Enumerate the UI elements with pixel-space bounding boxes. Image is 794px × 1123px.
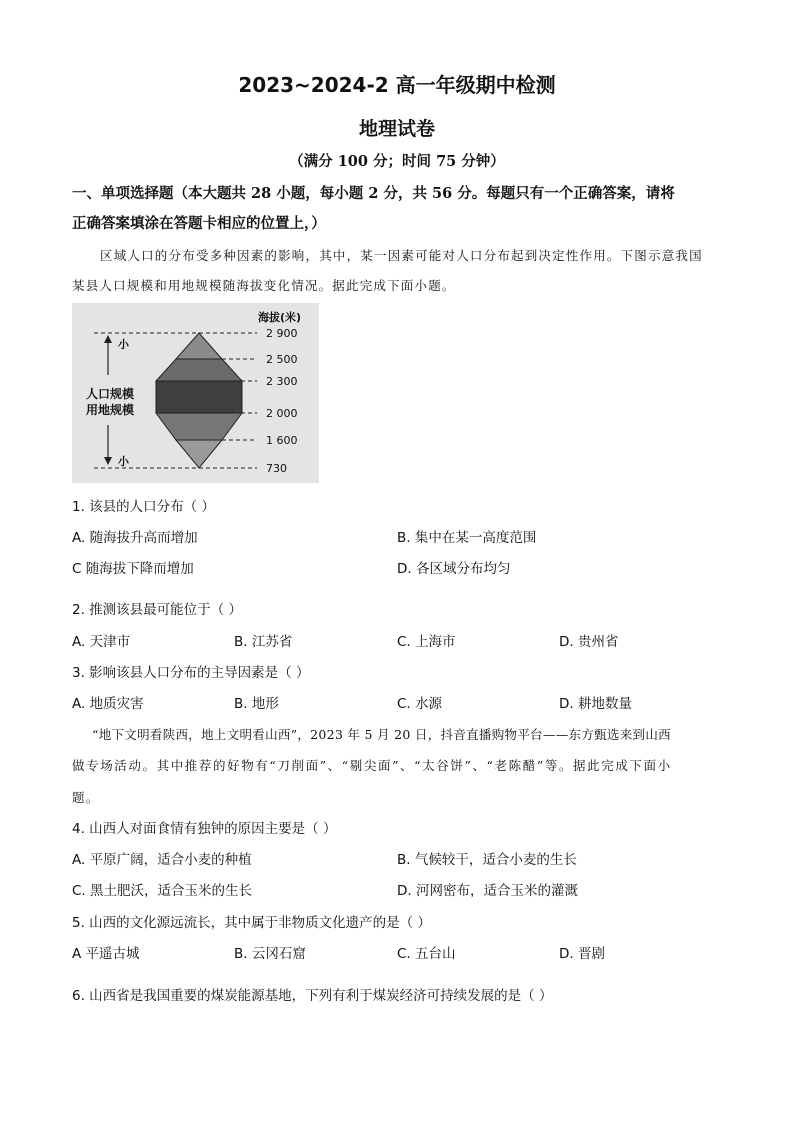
section-heading-line2: 正确答案填涂在答题卡相应的位置上，）	[72, 215, 326, 232]
score-time-info: （满分 100 分；时间 75 分钟）	[289, 153, 505, 170]
q4-option-b[interactable]: B. 气候较干，适合小麦的生长	[397, 852, 577, 868]
band-1600-730	[176, 440, 222, 468]
q3-option-c[interactable]: C. 水源	[397, 696, 443, 712]
population-elevation-figure	[72, 303, 319, 483]
q2-option-a[interactable]: A. 天津市	[72, 634, 131, 650]
q1-option-b[interactable]: B. 集中在某一高度范围	[397, 530, 537, 546]
q4-option-d[interactable]: D. 河网密布，适合玉米的灌溉	[397, 883, 578, 899]
elevation-label-2900: 2 900	[266, 327, 298, 340]
elevation-label-2300: 2 300	[266, 375, 298, 388]
q5-option-c[interactable]: C. 五台山	[397, 946, 456, 962]
q1-option-c[interactable]: C 随海拔下降而增加	[72, 561, 194, 577]
passage2-line3: 题。	[72, 790, 100, 805]
axis-title: 海拔(米)	[258, 311, 302, 324]
passage2-line2: 做专场活动。其中推荐的好物有“刀削面”、“剔尖面”、“太谷饼”、“老陈醋”等。据此完成下面小	[72, 758, 672, 773]
subject-title: 地理试卷	[358, 118, 435, 140]
passage1-line1: 区域人口的分布受多种因素的影响，其中，某一因素可能对人口分布起到决定性作用。下图示意我国	[100, 248, 703, 263]
q2-option-d[interactable]: D. 贵州省	[559, 634, 619, 650]
q3-option-b[interactable]: B. 地形	[234, 696, 279, 712]
band-2000-1600	[156, 413, 242, 440]
band-2500-2300	[156, 359, 242, 381]
small-top-label: 小	[118, 338, 129, 351]
side-label-land: 用地规模	[86, 403, 135, 417]
question-4-stem: 4. 山西人对面食情有独钟的原因主要是（ ）	[72, 821, 337, 837]
band-2900-2500	[176, 333, 222, 359]
section-heading-line1: 一、单项选择题（本大题共 28 小题，每小题 2 分，共 56 分。每题只有一个正确答案，请将	[72, 185, 675, 202]
side-label-population: 人口规模	[86, 387, 135, 401]
elevation-label-730: 730	[266, 462, 287, 475]
passage1-line2: 某县人口规模和用地规模随海拔变化情况。据此完成下面小题。	[72, 278, 456, 293]
question-1-stem: 1. 该县的人口分布（ ）	[72, 499, 215, 515]
q3-option-a[interactable]: A. 地质灾害	[72, 696, 144, 712]
q4-option-a[interactable]: A. 平原广阔，适合小麦的种植	[72, 852, 252, 868]
question-3-stem: 3. 影响该县人口分布的主导因素是（ ）	[72, 665, 310, 681]
q5-option-a[interactable]: A 平遥古城	[72, 946, 140, 962]
q2-option-c[interactable]: C. 上海市	[397, 634, 456, 650]
question-6-stem: 6. 山西省是我国重要的煤炭能源基地，下列有利于煤炭经济可持续发展的是（ ）	[72, 988, 553, 1004]
exam-title: 2023~2024-2 高一年级期中检测	[238, 73, 556, 97]
band-2300-2000	[156, 381, 242, 413]
q1-option-a[interactable]: A. 随海拔升高而增加	[72, 530, 198, 546]
q2-option-b[interactable]: B. 江苏省	[234, 634, 293, 650]
elevation-label-2000: 2 000	[266, 407, 298, 420]
elevation-label-1600: 1 600	[266, 434, 298, 447]
elevation-label-2500: 2 500	[266, 353, 298, 366]
q1-option-d[interactable]: D. 各区域分布均匀	[397, 561, 511, 577]
q3-option-d[interactable]: D. 耕地数量	[559, 696, 632, 712]
question-2-stem: 2. 推测该县最可能位于（ ）	[72, 602, 242, 618]
passage2-line1: “地下文明看陕西，地上文明看山西”，2023 年 5 月 20 日，抖音直播购物平台——东方甄选来到山西	[92, 727, 671, 742]
q5-option-d[interactable]: D. 晋剧	[559, 946, 605, 962]
small-bottom-label: 小	[118, 455, 129, 468]
q5-option-b[interactable]: B. 云冈石窟	[234, 946, 306, 962]
question-5-stem: 5. 山西的文化源远流长，其中属于非物质文化遗产的是（ ）	[72, 915, 431, 931]
q4-option-c[interactable]: C. 黑土肥沃，适合玉米的生长	[72, 883, 253, 899]
